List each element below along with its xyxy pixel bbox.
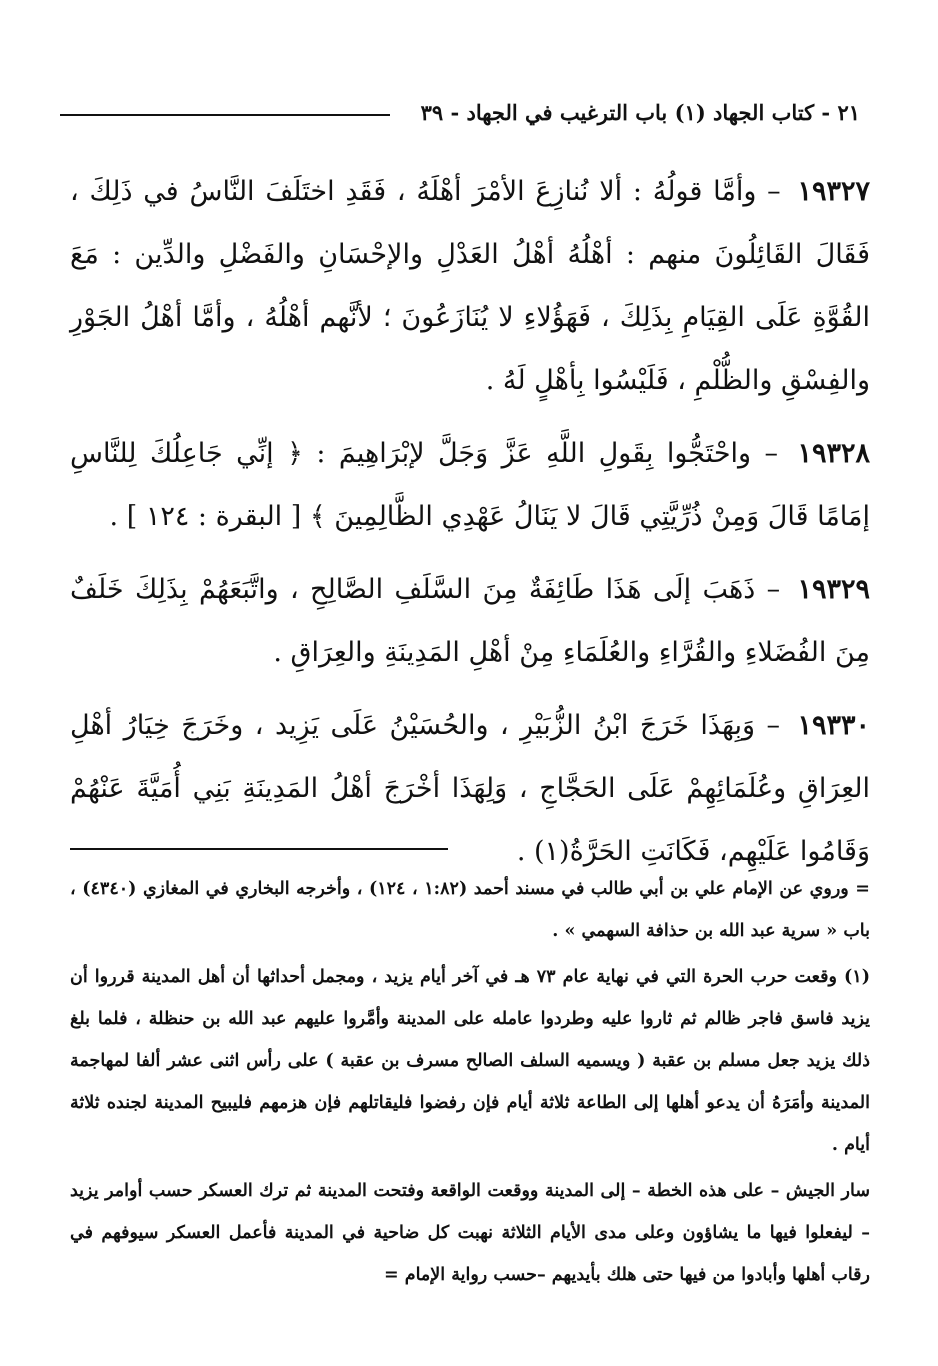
footnote-separator xyxy=(70,848,448,850)
paragraph-number: ١٩٣٢٧ xyxy=(797,176,870,207)
paragraph-text: – وأمَّا قولُهُ : ألا نُنازِعَ الأمْرَ أهْلَهُ ، فَقَدِ اختَلَفَ النَّاسُ في ذَلِكَ ، فَقَالَ القَائِلُونَ منهم : أهْلُهُ أهْلُ العَدْلِ والإحْسَانِ والفَضْلِ والدِّين : مَعَ القُوَّةِ عَلَى القِيَامِ بِذَلِكَ ، فَهَؤُلاءِ لا يُنَازَعُونَ ؛ لأنَّهم أهْلُهُ ، وأمَّا أهْلُ الجَوْرِ والفِسْقِ والظُّلْمِ ، فَلَيْسُوا بِأهْلٍ لَهُ . xyxy=(70,176,870,396)
paragraph-number: ١٩٣٣٠ xyxy=(797,710,871,741)
paragraph-text: – واحْتَجُّوا بِقَولِ اللَّهِ عَزَّ وَجَلَّ لإبْرَاهِيمَ : ﴿ إنِّي جَاعِلُكَ لِلنَّاسِ إمَامًا قَالَ وَمِنْ ذُرِّيَّتِي قَالَ لا يَنَالُ عَهْدِي الظَّالِمِينَ ﴾ [ البقرة : ١٢٤ ] . xyxy=(70,438,870,532)
footnote-1: (١) وقعت حرب الحرة التي في نهاية عام ٧٣ هـ في آخر أيام يزيد ، ومجمل أحداثها أن أهل المدينة قرروا أن يزيد فاسق فاجر ظالم ثم ثاروا عليه وطردوا عامله على المدينة وأمَّروا عليهم عبد الله بن حنظلة ، فلما بلغ ذلك يزيد جعل مسلم بن عقبة ( ويسميه السلف الصالح مسرف بن عقبة ) على رأس اثنى عشر ألفا لمهاجمة المدينة وأمَرَهُ أن يدعو أهلها إلى الطاعة ثلاثة أيام فإن رفضوا فليقاتلهم فإن هزمهم فليبيح المدينة لجنده ثلاثة أيام . xyxy=(70,967,870,1155)
paragraph-number: ١٩٣٢٩ xyxy=(797,574,870,605)
footnote-1-continued: سار الجيش – على هذه الخطة – إلى المدينة ووقعت الواقعة وفتحت المدينة ثم ترك العسكر حسب أوامر يزيد – ليفعلوا فيها ما يشاؤون وعلى مدى الأيام الثلاثة نهبت كل ضاحية في المدينة فأعمل العسكر سيوفهم في رقاب أهلها وأبادوا من فيها حتى هلك بأيديهم –حسب رواية الإمام = xyxy=(70,1181,870,1285)
main-text xyxy=(70,160,870,893)
paragraph xyxy=(70,422,870,548)
paragraph-text: – ذَهَبَ إلَى هَذَا طَائِفَةٌ مِنَ السَّلَفِ الصَّالِحِ ، واتَّبَعَهُمْ بِذَلِكَ خَلَفٌ مِنَ الفُضَلاءِ والقُرَّاءِ والعُلَمَاءِ مِنْ أهْلِ المَدِينَةِ والعِرَاقِ . xyxy=(70,574,870,668)
header-rule xyxy=(60,114,390,116)
footnotes xyxy=(70,868,870,1300)
paragraph xyxy=(70,558,870,684)
running-title: ٢١ - كتاب الجهاد (١) باب الترغيب في الجهاد - ٣٩ xyxy=(420,100,860,125)
paragraph-number: ١٩٣٢٨ xyxy=(797,438,870,469)
paragraph xyxy=(70,694,870,883)
page-header xyxy=(60,100,860,130)
paragraph-text: – وَبِهَذَا خَرَجَ ابْنُ الزُّبَيْرِ ، والحُسَيْنُ عَلَى يَزِيد ، وخَرَجَ خِيَارُ أهْلِ العِرَاقِ وعُلَمَائِهِمْ عَلَى الحَجَّاجِ ، وَلِهَذَا أخْرَجَ أهْلُ المَدِينَةِ بَنِي أُمَيَّةَ عَنْهُمْ وَقَامُوا عَلَيْهِم، فَكَانَتِ الحَرَّةُ(١) . xyxy=(70,710,870,867)
footnote-continuation: = وروي عن الإمام علي بن أبي طالب في مسند أحمد (١:٨٢ ، ١٢٤) ، وأخرجه البخاري في المغازي (٤٣٤٠) ، باب « سرية عبد الله بن حذافة السهمي » . xyxy=(70,879,870,941)
paragraph xyxy=(70,160,870,412)
